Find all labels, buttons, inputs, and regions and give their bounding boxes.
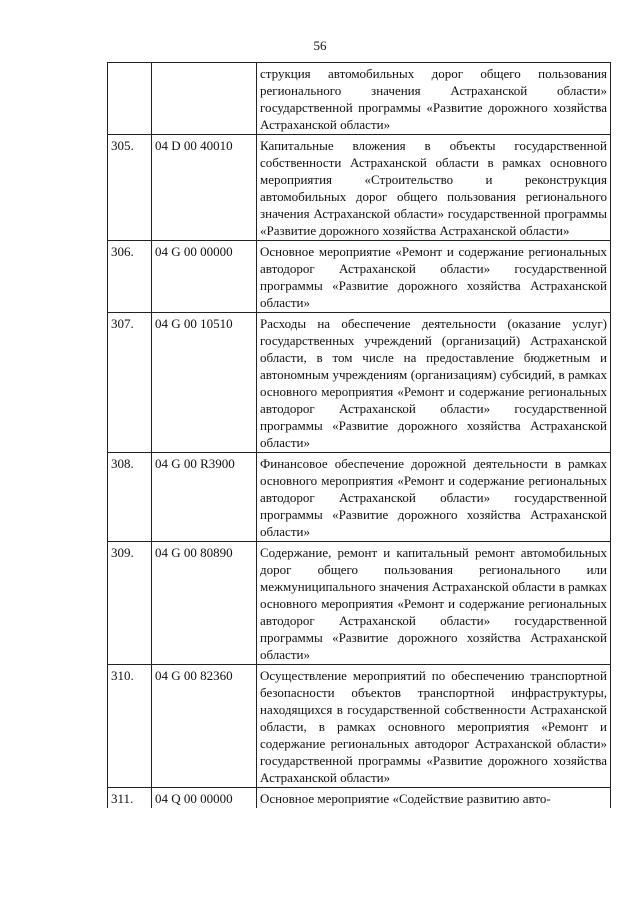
budget-table (107, 62, 611, 808)
row-code: 04 G 00 R3900 (152, 453, 257, 542)
row-number: 305. (108, 135, 152, 241)
row-code (152, 63, 257, 135)
row-description: Расходы на обеспечение деятельности (оказание услуг) государственных учреждений (организаций) Астраханской области, в том числе на предоставление бюджетным и автономным учреждениям (организациям) субсидий, в рамках основного мероприятия «Ремонт и содержание региональных автодорог Астраханской области» государственной программы «Развитие дорожного хозяйства Астраханской области» (257, 313, 611, 453)
row-description: струкция автомобильных дорог общего пользования регионального значения Астраханской области» государственной программы «Развитие дорожного хозяйства Астраханской области» (257, 63, 611, 135)
row-number: 309. (108, 542, 152, 665)
table-row (108, 788, 611, 809)
row-number: 308. (108, 453, 152, 542)
table-row (108, 453, 611, 542)
row-code: 04 G 00 10510 (152, 313, 257, 453)
row-code: 04 D 00 40010 (152, 135, 257, 241)
row-code: 04 Q 00 00000 (152, 788, 257, 809)
table-row (108, 542, 611, 665)
table-row (108, 313, 611, 453)
table-row (108, 63, 611, 135)
table-row (108, 665, 611, 788)
row-description: Основное мероприятие «Ремонт и содержание региональных автодорог Астраханской области» государственной программы «Развитие дорожного хозяйства Астраханской области» (257, 241, 611, 313)
row-code: 04 G 00 80890 (152, 542, 257, 665)
row-description: Содержание, ремонт и капитальный ремонт автомобильных дорог общего пользования регионального или межмуниципального значения Астраханской области в рамках основного мероприятия «Ремонт и содержание региональных автодорог Астраханской области» государственной программы «Развитие дорожного хозяйства Астраханской области» (257, 542, 611, 665)
table-row (108, 241, 611, 313)
row-code: 04 G 00 00000 (152, 241, 257, 313)
row-number (108, 63, 152, 135)
row-number: 311. (108, 788, 152, 809)
row-number: 310. (108, 665, 152, 788)
row-code: 04 G 00 82360 (152, 665, 257, 788)
row-number: 307. (108, 313, 152, 453)
row-description: Основное мероприятие «Содействие развитию авто- (257, 788, 611, 809)
row-number: 306. (108, 241, 152, 313)
row-description: Финансовое обеспечение дорожной деятельности в рамках основного мероприятия «Ремонт и содержание региональных автодорог Астраханской области» государственной программы «Развитие дорожного хозяйства Астраханской области» (257, 453, 611, 542)
row-description: Капитальные вложения в объекты государственной собственности Астраханской области в рамках основного мероприятия «Строительство и реконструкция автомобильных дорог общего пользования регионального значения Астраханской области» государственной программы «Развитие дорожного хозяйства Астраханской области» (257, 135, 611, 241)
table-row (108, 135, 611, 241)
row-description: Осуществление мероприятий по обеспечению транспортной безопасности объектов транспортной инфраструктуры, находящихся в государственной собственности Астраханской области, в рамках основного мероприятия «Ремонт и содержание региональных автодорог Астраханской области» государственной программы «Развитие дорожного хозяйства Астраханской области» (257, 665, 611, 788)
page-number: 56 (313, 38, 327, 53)
